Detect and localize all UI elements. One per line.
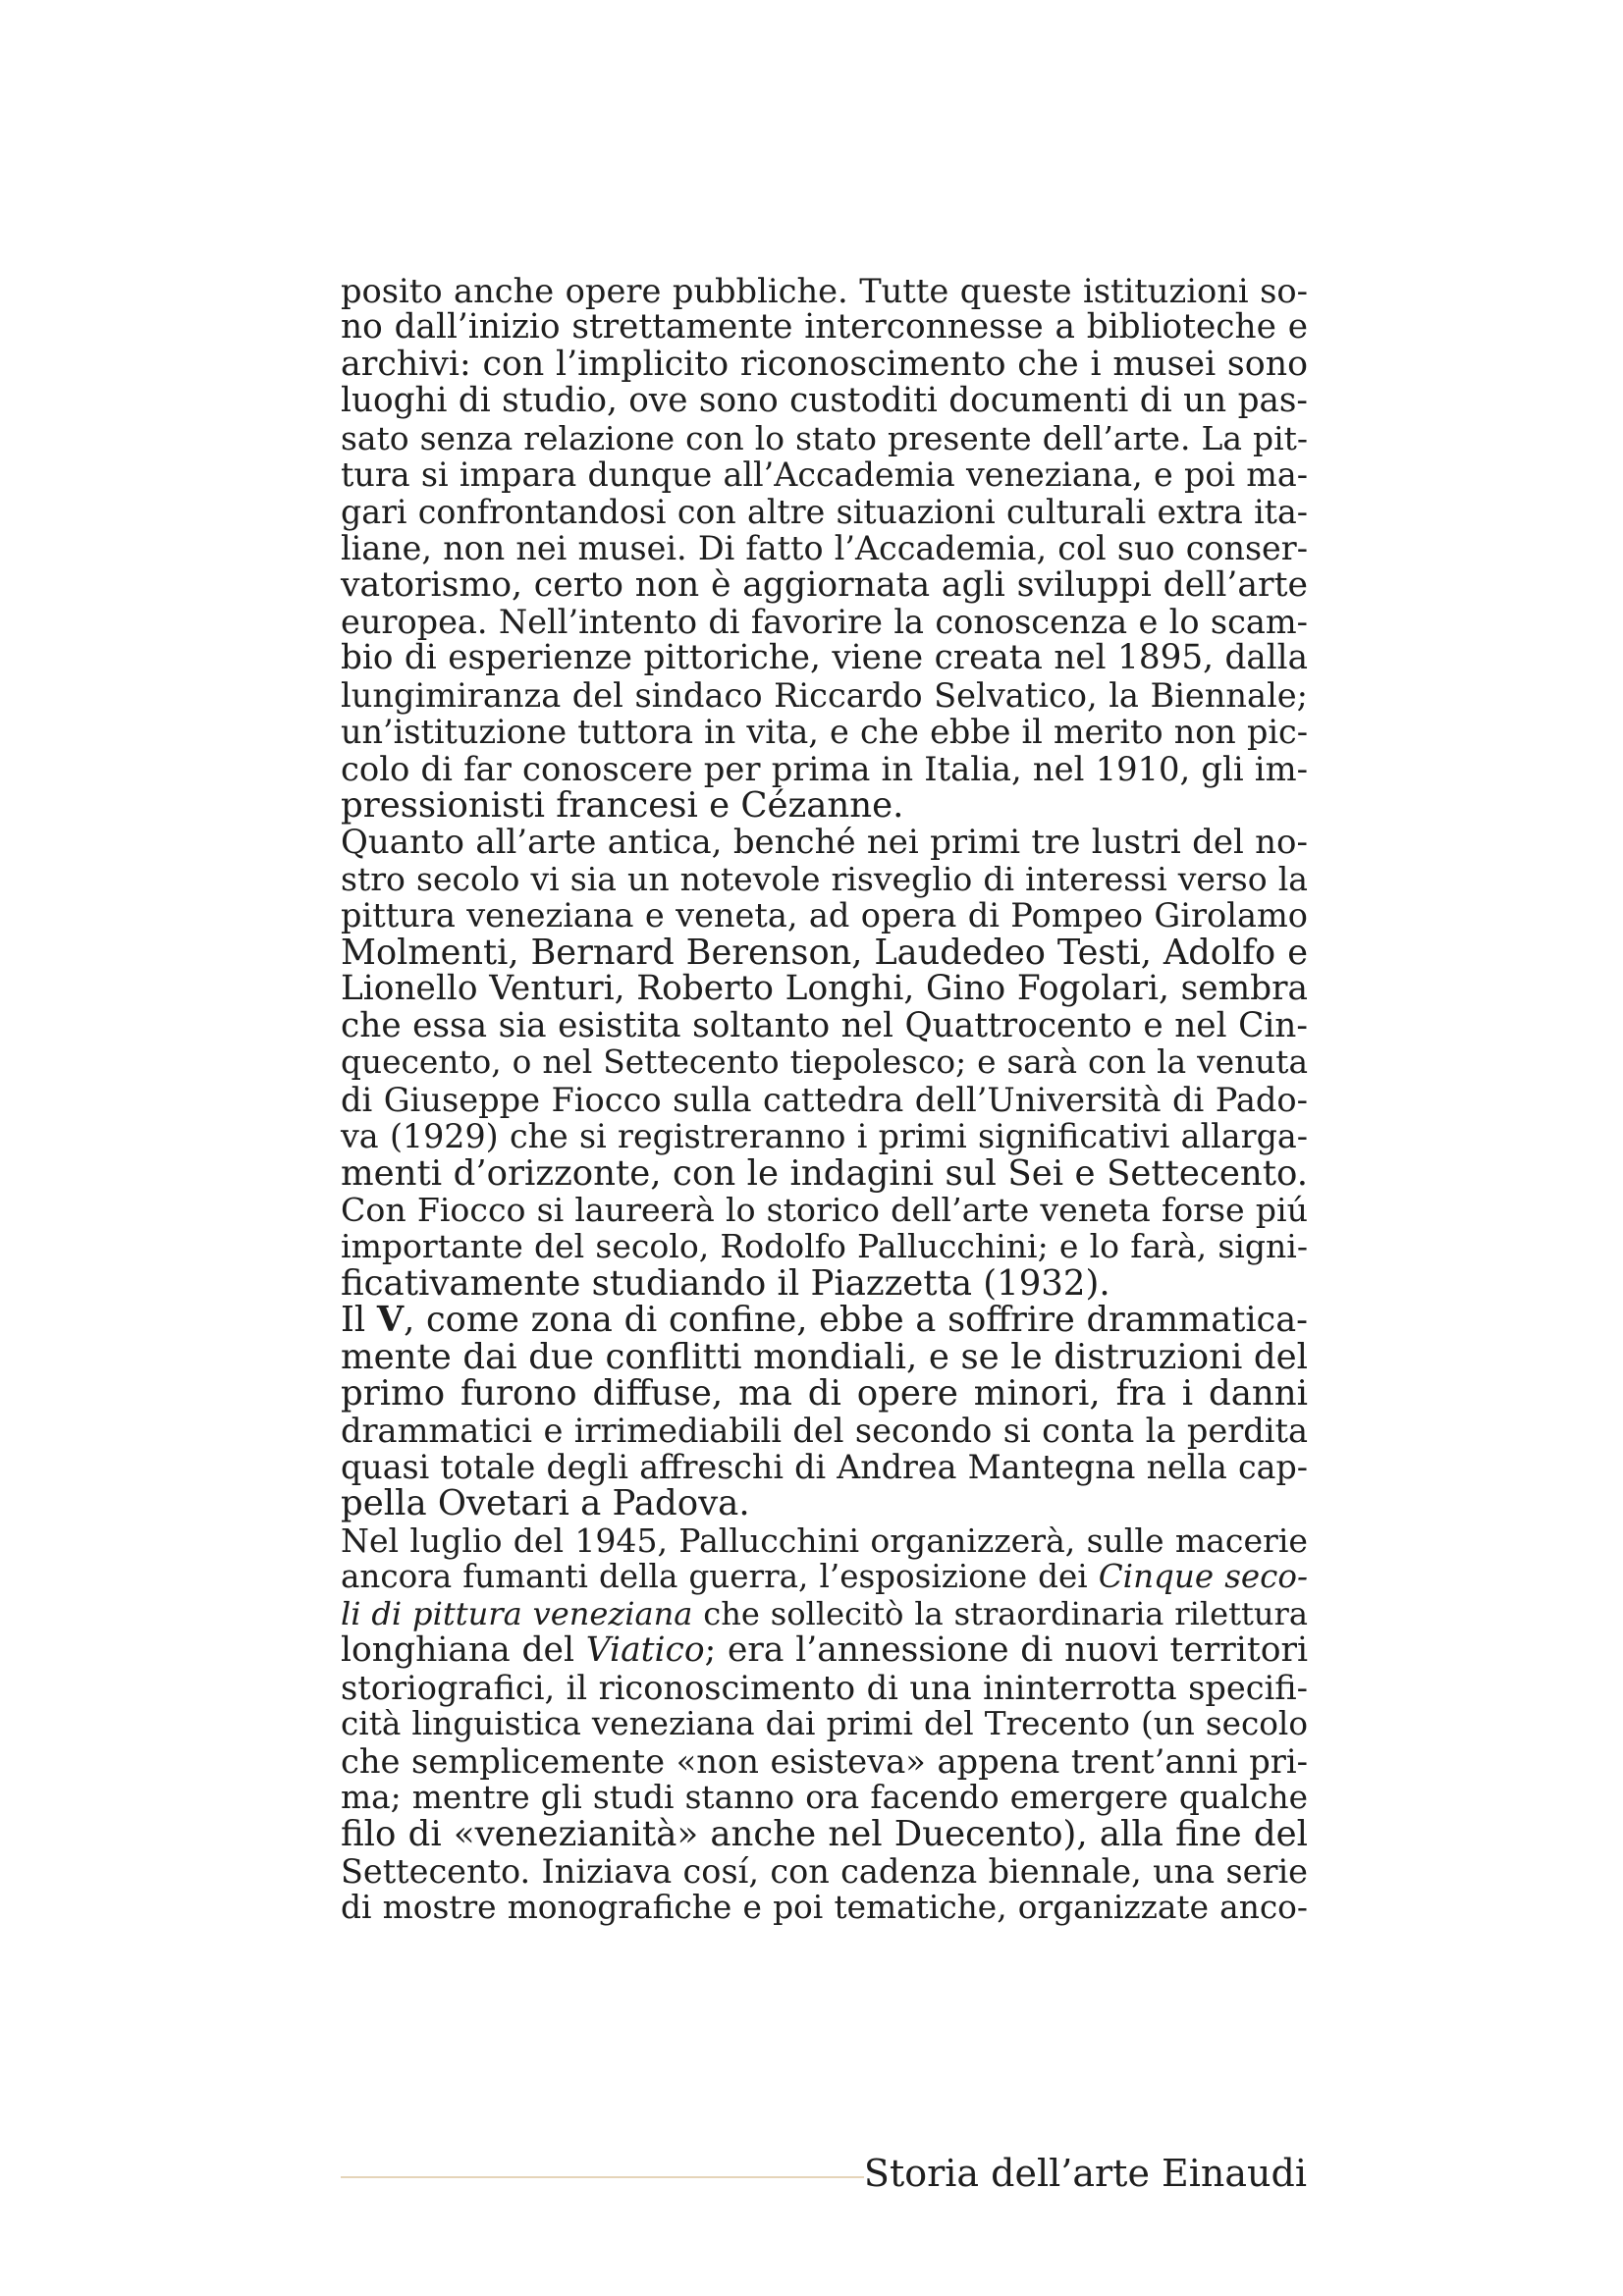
paragraph-2 xyxy=(341,822,1308,1304)
text-line: mente dai due conflitti mondiali, e se le distruzioni del xyxy=(341,1336,1308,1377)
italic-title: Cinque seco- xyxy=(1098,1558,1308,1596)
text-run: longhiana del xyxy=(341,1630,586,1671)
text-line: luoghi di studio, ove sono custoditi documenti di un pas- xyxy=(341,381,1308,421)
paragraph-3 xyxy=(341,1302,1308,1522)
text-line: ma; mentre gli studi stanno ora facendo emergere qualche xyxy=(341,1778,1308,1816)
text-line: filo di «venezianità» anche nel Duecento), alla fine del xyxy=(341,1814,1308,1855)
text-line: quecento, o nel Settecento tiepolesco; e sarà con la venuta xyxy=(341,1043,1308,1082)
text-line: pella Ovetari a Padova. xyxy=(341,1483,750,1524)
text-line: europea. Nell’intento di favorire la conoscenza e lo scam- xyxy=(341,602,1308,641)
text-line: Molmenti, Bernard Berenson, Laudedeo Testi, Adolfo e xyxy=(341,932,1308,973)
text-line: cità linguistica veneziana dai primi del Trecento (un secolo xyxy=(341,1705,1308,1743)
text-line: un’istituzione tuttora in vita, e che ebbe il merito non pic- xyxy=(341,713,1308,752)
text-line: lungimiranza del sindaco Riccardo Selvatico, la Biennale; xyxy=(341,675,1308,715)
text-run: Il xyxy=(341,1300,377,1341)
text-line: colo di far conoscere per prima in Italia, nel 1910, gli im- xyxy=(341,749,1308,788)
text-line: di mostre monografiche e poi tematiche, organizzate anco- xyxy=(341,1889,1308,1927)
text-line: Lionello Venturi, Roberto Longhi, Gino Fogolari, sembra xyxy=(341,969,1308,1009)
text-line: stro secolo vi sia un notevole risveglio di interessi verso la xyxy=(341,860,1308,898)
text-run: che sollecitò la straordinaria rilettura xyxy=(692,1594,1308,1632)
text-line: Con Fiocco si laureerà lo storico dell’arte veneta forse piú xyxy=(341,1190,1308,1229)
text-line: pressionisti francesi e Cézanne. xyxy=(341,785,904,827)
paragraph-1 xyxy=(341,273,1308,825)
text-line xyxy=(341,1596,1308,1632)
body-text xyxy=(341,273,1308,1927)
text-line: Settecento. Iniziava cosí, con cadenza biennale, una serie xyxy=(341,1851,1308,1891)
paragraph-4 xyxy=(341,1522,1308,1927)
text-line: importante del secolo, Rodolfo Pallucchini; e lo farà, signi- xyxy=(341,1227,1308,1266)
text-line: sato senza relazione con lo stato presente dell’arte. La pit- xyxy=(341,418,1308,457)
footer-rule xyxy=(341,2176,864,2178)
text-line: che semplicemente «non esisteva» appena trent’anni pri- xyxy=(341,1741,1308,1781)
text-run: , come zona di confine, ebbe a soffrire drammatica- xyxy=(404,1300,1309,1341)
text-line: bio di esperienze pittoriche, viene creata nel 1895, dalla xyxy=(341,638,1308,678)
text-line xyxy=(341,1632,1308,1669)
text-line: va (1929) che si registreranno i primi significativi allarga- xyxy=(341,1117,1308,1156)
text-line: vatorismo, certo non è aggiornata agli sviluppi dell’arte xyxy=(341,564,1308,605)
text-line xyxy=(341,1559,1308,1595)
text-line: ficativamente studiando il Piazzetta (1932). xyxy=(341,1262,1110,1304)
text-line: menti d’orizzonte, con le indagini sul Sei e Settecento. xyxy=(341,1152,1308,1194)
text-line: quasi totale degli affreschi di Andrea Mantegna nella cap- xyxy=(341,1448,1308,1486)
text-line: tura si impara dunque all’Accademia veneziana, e poi ma- xyxy=(341,455,1308,495)
text-line: no dall’inizio strettamente interconnesse a biblioteche e xyxy=(341,307,1308,347)
text-line: Quanto all’arte antica, benché nei primi tre lustri del no- xyxy=(341,822,1308,862)
text-line: gari confrontandosi con altre situazioni culturali extra ita- xyxy=(341,492,1308,531)
italic-title: Viatico xyxy=(585,1630,705,1671)
text-line: Nel luglio del 1945, Pallucchini organizzerà, sulle macerie xyxy=(341,1521,1308,1560)
italic-title: li di pittura veneziana xyxy=(341,1594,693,1632)
text-line: liane, non nei musei. Di fatto l’Accademia, col suo conser- xyxy=(341,529,1308,568)
text-line: posito anche opere pubbliche. Tutte queste istituzioni so- xyxy=(341,272,1308,310)
text-run: ; era l’annessione di nuovi territori xyxy=(704,1630,1308,1671)
text-line: di Giuseppe Fiocco sulla cattedra dell’Università di Pado- xyxy=(341,1080,1308,1119)
text-line: che essa sia esistita soltanto nel Quattrocento e nel Cin- xyxy=(341,1005,1308,1045)
bold-term: V xyxy=(376,1300,405,1341)
text-line: drammatici e irrimediabili del secondo si conta la perdita xyxy=(341,1411,1308,1450)
text-line: archivi: con l’implicito riconoscimento che i musei sono xyxy=(341,344,1308,384)
text-line: primo furono diffuse, ma di opere minori, fra i danni xyxy=(341,1373,1308,1415)
text-line: storiografici, il riconoscimento di una ininterrotta specifi- xyxy=(341,1668,1308,1707)
text-line xyxy=(341,1300,1309,1341)
text-line: pittura veneziana e veneta, ad opera di Pompeo Girolamo xyxy=(341,896,1308,935)
footer-title: Storia dell’arte Einaudi xyxy=(863,2152,1307,2195)
text-run: ancora fumanti della guerra, l’esposizione dei xyxy=(341,1558,1099,1596)
